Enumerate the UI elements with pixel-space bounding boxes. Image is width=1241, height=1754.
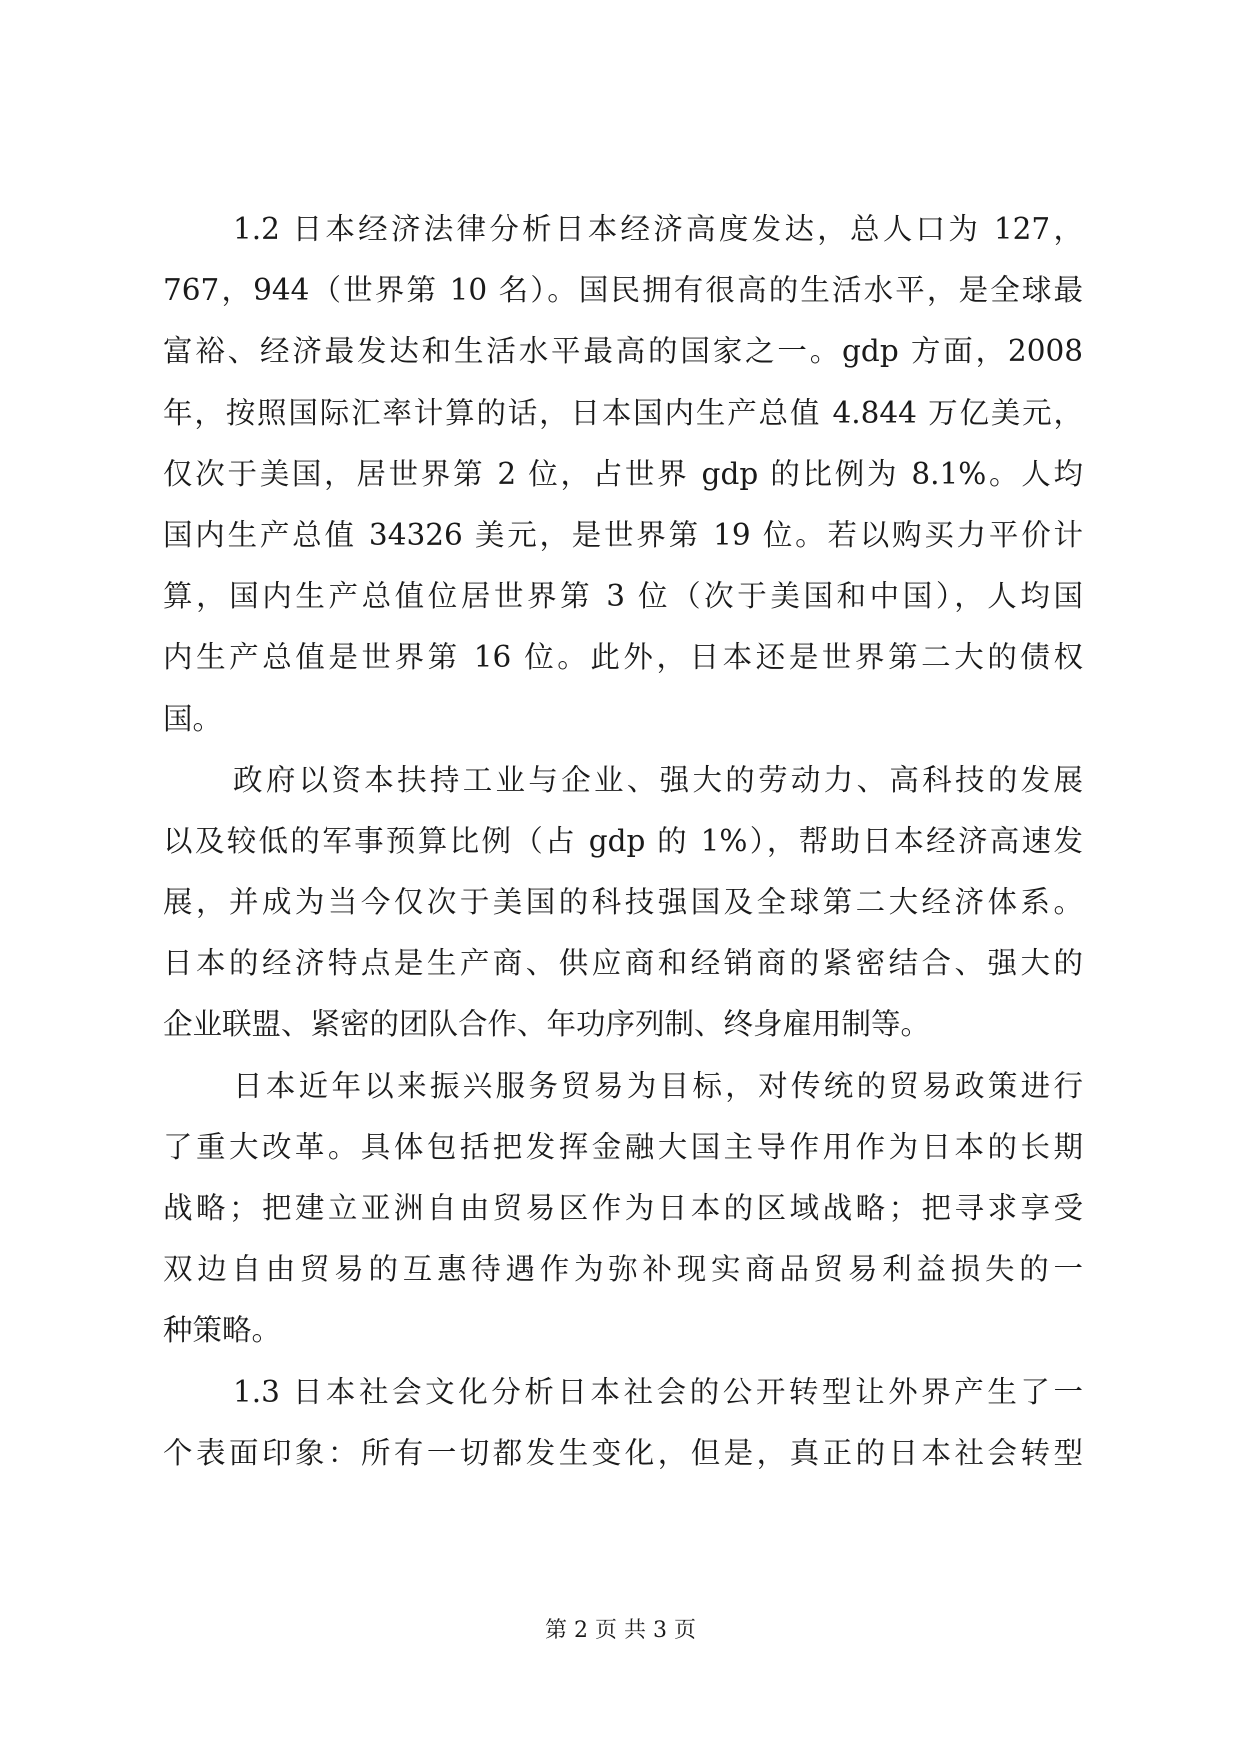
text-line: 个表面印象：所有一切都发生变化，但是，真正的日本社会转型 (163, 1435, 1083, 1470)
text-line: 1.2 日本经济法律分析日本经济高度发达，总人口为 127， (233, 212, 1083, 246)
text-line: 日本近年以来振兴服务贸易为目标，对传统的贸易政策进行 (233, 1068, 1083, 1103)
text-line: 767，944（世界第 10 名）。国民拥有很高的生活水平，是全球最 (163, 273, 1083, 308)
text-line: 双边自由贸易的互惠待遇作为弥补现实商品贸易利益损失的一 (163, 1252, 1083, 1287)
text-line: 内生产总值是世界第 16 位。此外，日本还是世界第二大的债权 (163, 640, 1083, 675)
text-line: 种策略。 (163, 1313, 282, 1348)
text-line: 仅次于美国，居世界第 2 位，占世界 gdp 的比例为 8.1%。人均 (163, 456, 1083, 491)
document-body (163, 199, 1083, 1484)
text-line: 国。 (163, 701, 223, 736)
text-line: 以及较低的军事预算比例（占 gdp 的 1%），帮助日本经济高速发 (163, 823, 1083, 858)
text-line: 1.3 日本社会文化分析日本社会的公开转型让外界产生了一 (233, 1374, 1083, 1409)
page-number-footer: 第 2 页 共 3 页 (545, 1618, 696, 1643)
text-line: 日本的经济特点是生产商、供应商和经销商的紧密结合、强大的 (163, 946, 1083, 981)
text-line: 战略；把建立亚洲自由贸易区作为日本的区域战略；把寻求享受 (163, 1191, 1083, 1225)
text-line: 企业联盟、紧密的团队合作、年功序列制、终身雇用制等。 (163, 1007, 931, 1042)
text-line: 政府以资本扶持工业与企业、强大的劳动力、高科技的发展 (233, 762, 1083, 797)
text-line: 年，按照国际汇率计算的话，日本国内生产总值 4.844 万亿美元， (163, 395, 1083, 430)
text-line: 富裕、经济最发达和生活水平最高的国家之一。gdp 方面，2008 (163, 334, 1083, 369)
text-line: 国内生产总值 34326 美元，是世界第 19 位。若以购买力平价计 (163, 517, 1083, 552)
text-line: 算，国内生产总值位居世界第 3 位（次于美国和中国），人均国 (163, 579, 1083, 614)
text-line: 了重大改革。具体包括把发挥金融大国主导作用作为日本的长期 (163, 1129, 1083, 1164)
text-line: 展，并成为当今仅次于美国的科技强国及全球第二大经济体系。 (163, 885, 1083, 920)
